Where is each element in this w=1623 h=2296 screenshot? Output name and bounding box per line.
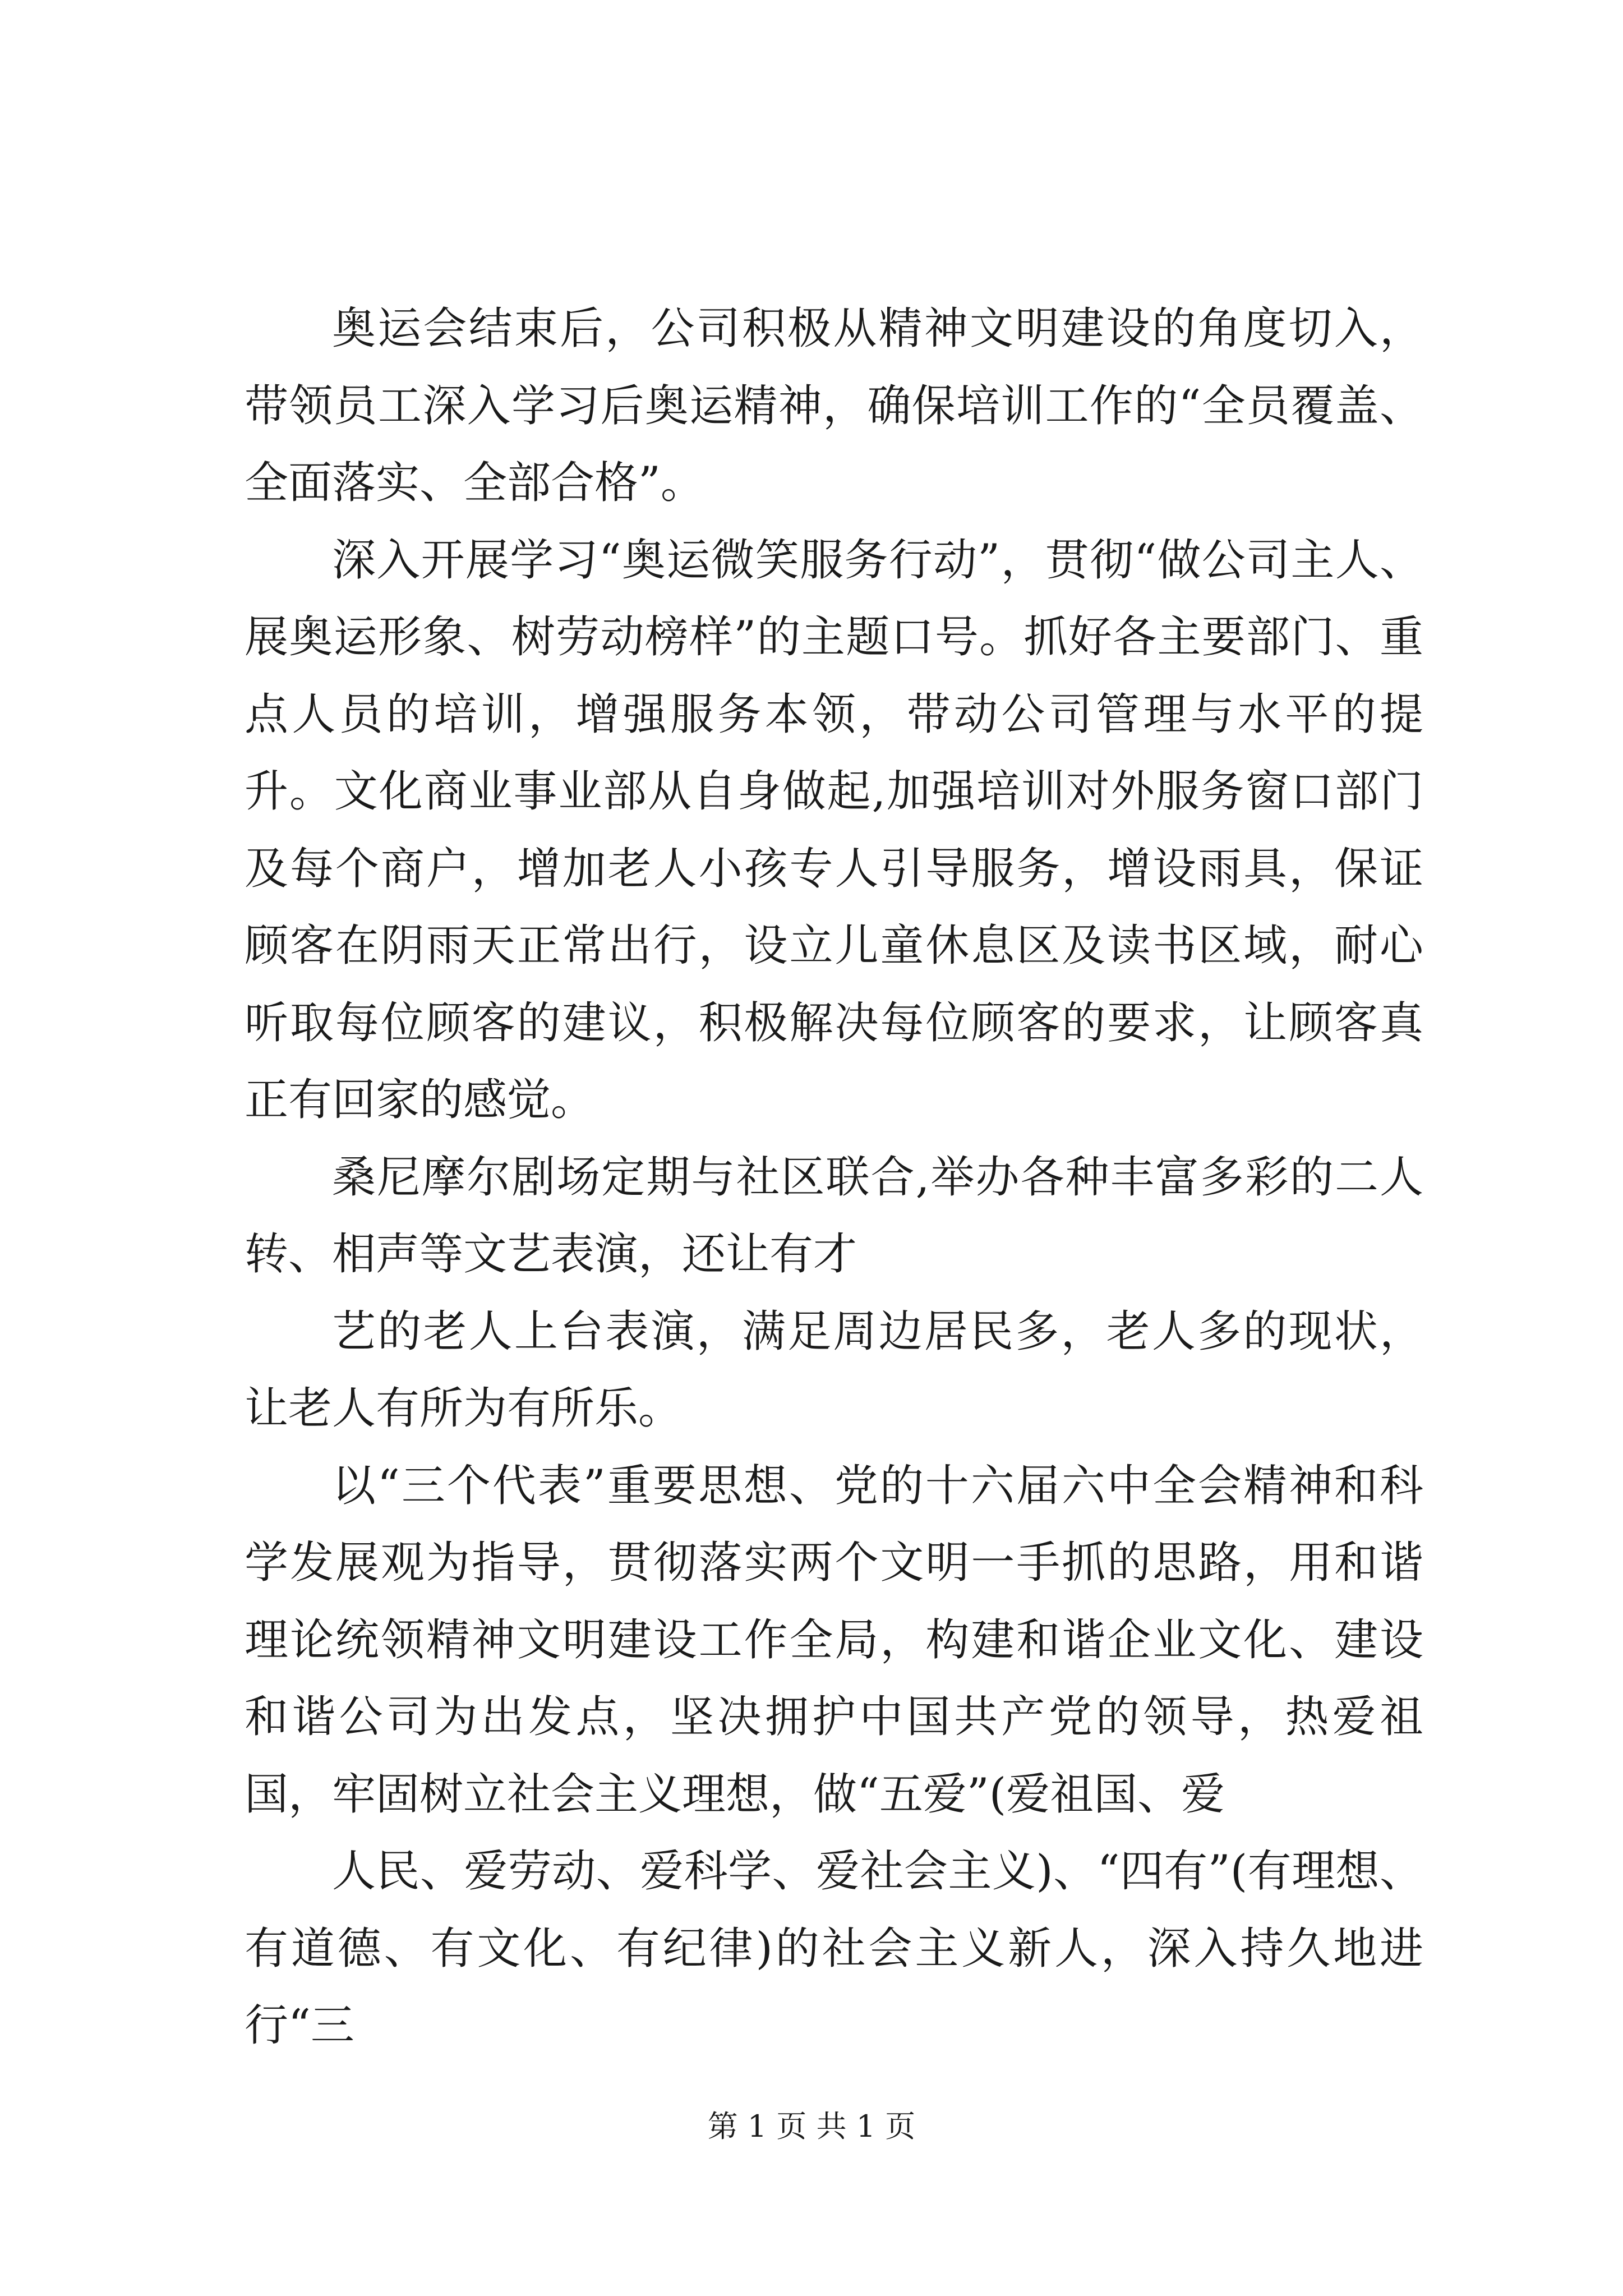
paragraph: 深入开展学习“奥运微笑服务行动”，贯彻“做公司主人、展奥运形象、树劳动榜样”的主题口号。抓好各主要部门、重点人员的培训，增强服务本领，带动公司管理与水平的提升。文化商业事业部从自身做起,加强培训对外服务窗口部门及每个商户，增加老人小孩专人引导服务，增设雨具，保证顾客在阴雨天正常出行，设立儿童休息区及读书区域，耐心听取每位顾客的建议，积极解决每位顾客的要求，让顾客真正有回家的感觉。 — [245, 535, 1423, 1125]
paragraph: 人民、爱劳动、爱科学、爱社会主义)、“四有”(有理想、有道德、有文化、有纪律)的社会主义新人，深入持久地进行“三 — [245, 1846, 1423, 2051]
document-body — [245, 291, 1423, 2065]
paragraph: 艺的老人上台表演，满足周边居民多，老人多的现状，让老人有所为有所乐。 — [245, 1306, 1423, 1434]
page-footer: 第 1 页 共 1 页 — [707, 2109, 916, 2144]
paragraph: 桑尼摩尔剧场定期与社区联合,举办各种丰富多彩的二人转、相声等文艺表演，还让有才 — [245, 1152, 1423, 1280]
paragraph: 奥运会结束后，公司积极从精神文明建设的角度切入，带领员工深入学习后奥运精神，确保培训工作的“全员覆盖、全面落实、全部合格”。 — [245, 303, 1423, 508]
paragraph: 以“三个代表”重要思想、党的十六届六中全会精神和科学发展观为指导，贯彻落实两个文明一手抓的思路，用和谐理论统领精神文明建设工作全局，构建和谐企业文化、建设和谐公司为出发点，坚决拥护中国共产党的领导，热爱祖国，牢固树立社会主义理想，做“五爱”(爱祖国、爱 — [245, 1460, 1423, 1820]
